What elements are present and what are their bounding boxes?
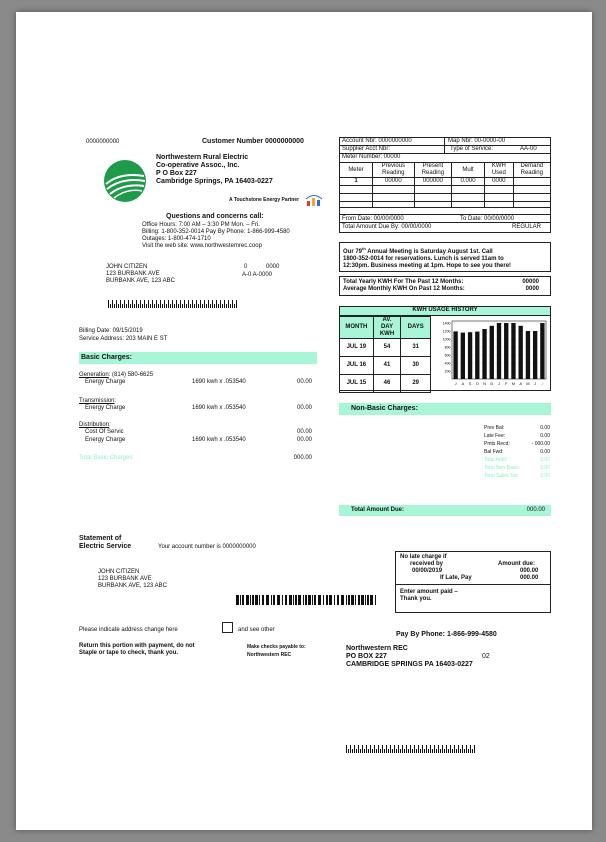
chart-bar — [540, 323, 544, 379]
chart-x-tick: M — [511, 381, 516, 386]
chart-y-tick: 200 — [444, 369, 451, 374]
remit-postal-barcode — [346, 745, 475, 753]
customer-address: JOHN CITIZEN 123 BURBANK AVE BURBANK AVE, 123 ABC — [106, 264, 175, 284]
chart-bar — [533, 331, 537, 379]
questions-lines: Office Hours: 7:00 AM – 3:30 PM Mon. – Fri. Billing: 1-800-352-0014 Pay By Phone: 1-866-999-4580 Outages: 1-800-474-1710 Visit the web site: www.northwestemrec.coop — [142, 222, 290, 249]
transmission-amount: 00.00 — [296, 405, 312, 411]
non-basic-item: Pmts Recd: - 000.00 — [484, 441, 550, 447]
no-late-date: 00/00/2019 — [412, 568, 443, 574]
stub-customer-address: JOHN CITIZEN 123 BURBANK AVE BURBANK AVE, 123 ABC — [98, 569, 167, 589]
chart-x-tick: O — [475, 381, 479, 386]
total-basic-amount: 000.00 — [293, 455, 312, 461]
distribution-amount: 00.00 — [296, 437, 312, 443]
chart-x-tick: F — [505, 381, 508, 386]
chart-bar — [461, 333, 465, 379]
annual-meeting-notice: Our 79th Annual Meeting is Saturday August 1st. Call 1800-352-0014 for reservations. Lunch is served 11am to 12:30pm. Business meeting at 1pm. Hope to see you there! — [339, 242, 551, 272]
account-sentence: Your account number is 0000000000 — [158, 544, 256, 550]
chart-y-tick: 800 — [444, 345, 451, 350]
non-basic-item: Total Addl: 0.00 — [484, 457, 550, 463]
chart-bar — [468, 332, 472, 379]
touchstone-icon — [305, 193, 323, 205]
non-basic-item: Late Fee: 0.00 — [484, 433, 550, 439]
regular-label: REGULAR — [512, 224, 542, 230]
kwh-history-row: JUL 19 54 31 — [340, 339, 431, 357]
chart-y-tick: 1400 — [442, 321, 451, 326]
meter-number: Meter Number: 00000 — [342, 154, 401, 160]
billing-date: Billing Date: 09/15/2019 — [79, 328, 143, 334]
map-nbr: Map Nbr: 00-0000-00 — [448, 138, 506, 144]
payment-barcode — [236, 595, 380, 605]
total-amount-due-value: 000.00 — [526, 507, 545, 513]
chart-bar — [482, 329, 486, 379]
chart-y-tick: 1200 — [442, 329, 451, 334]
chart-x-tick: J — [498, 381, 500, 386]
basic-charges-header: Basic Charges: — [79, 352, 317, 364]
customer-number: Customer Number 0000000000 — [202, 138, 304, 145]
remit-address: Northwestern REC PO BOX 227 02 CAMBRIDGE SPRINGS PA 16403-0227 — [346, 645, 490, 668]
chart-bar — [453, 331, 457, 379]
partner-text: A Touchstone Energy Partner — [229, 197, 300, 203]
payable-to: Make checks payable to: Northwestern REC — [247, 644, 306, 658]
total-basic-label: Total Basic Charges: — [79, 455, 135, 461]
non-basic-item: Prev Bal: 0.00 — [484, 425, 550, 431]
coop-logo — [102, 158, 148, 204]
chart-bar — [526, 331, 530, 379]
account-nbr: Account Nbr: 0000000000 — [342, 138, 412, 144]
distribution-rate: 1690 kwh x .053540 — [192, 437, 246, 443]
bill-sheet — [16, 12, 592, 830]
total-amount-due-bar: Total Amount Due: 000.00 — [339, 505, 551, 516]
late-charge-box: No late charge if received by 00/00/2019 Amount due: 000.00 If Late, Pay 000.00 Enter amount paid – Thank you. — [395, 551, 551, 613]
non-basic-header: Non-Basic Charges: — [339, 403, 551, 415]
non-basic-item: Total Sales Tax: 0.00 — [484, 473, 550, 479]
customer-code-2: 0000 — [266, 264, 280, 270]
generation-line: Generation: (814) 580-6625 — [79, 372, 154, 378]
supplier-acct-nbr: Supplier Acct Nbr: — [342, 146, 391, 152]
generation-energy-label: Energy Charge — [85, 379, 126, 385]
questions-title: Questions and concerns call: — [166, 213, 264, 220]
non-basic-list — [456, 425, 552, 481]
customer-code-3: A-0 A-0000 — [242, 272, 273, 278]
address-change-text: Please indicate address change here — [79, 627, 178, 633]
transmission-energy-label: Energy Charge — [85, 405, 126, 411]
chart-x-tick: N — [483, 381, 486, 386]
kwh-history-row: JUL 16 41 30 — [340, 357, 431, 375]
stub-amount-due: 000.00 — [520, 568, 539, 574]
chart-x-tick: M — [526, 381, 530, 386]
chart-x-tick: A — [461, 381, 465, 386]
chart-y-tick: 1000 — [442, 337, 451, 342]
chart-x-tick: D — [490, 381, 494, 386]
non-basic-item: Total Non-Basic: 0.00 — [484, 465, 550, 471]
type-of-service-label: Type of Service: — [450, 146, 494, 152]
company-address: Northwestern Rural Electric Co-operative Assoc., Inc. P O Box 227 Cambridge Springs, PA 16403-0227 — [156, 154, 273, 185]
chart-y-tick: 600 — [444, 353, 451, 358]
chart-bar — [504, 323, 508, 379]
chart-bar — [490, 326, 494, 379]
kwh-usage-history — [339, 306, 551, 391]
chart-x-tick: A — [519, 381, 523, 386]
address-change-text-b: and see other — [238, 627, 275, 633]
postal-barcode — [108, 300, 237, 308]
address-change-checkbox[interactable] — [222, 622, 233, 633]
statement-title: Statement of Electric Service — [79, 535, 132, 550]
chart-bar — [475, 332, 479, 379]
from-date: From Date: 00/00/0000 — [342, 216, 404, 222]
chart-bar — [519, 326, 523, 379]
chart-y-tick: 400 — [444, 361, 451, 366]
if-late-amount: 000.00 — [520, 575, 539, 581]
to-date: To Date: 00/00/0000 — [460, 216, 515, 222]
service-type: AA-00 — [520, 146, 537, 152]
total-amount-due-by: Total Amount Due By: 00/00/0000 — [342, 224, 432, 230]
pay-by-phone: Pay By Phone: 1-866-999-4580 — [396, 631, 497, 638]
non-basic-item: Bal Fwd: 0.00 — [484, 449, 550, 455]
transmission-rate: 1690 kwh x .053540 — [192, 405, 246, 411]
kwh-history-table: MONTH AV. DAY KWH DAYS JUL 19 54 31 JUL 16 41 30 JUL 15 46 29 — [339, 316, 431, 393]
customer-code-1: 0 — [244, 264, 248, 270]
kwh-history-row: JUL 15 46 29 — [340, 375, 431, 393]
return-instructions: Return this portion with payment, do not Staple or tape to check, thank you. — [79, 643, 195, 656]
account-code: 0000000000 — [86, 139, 120, 145]
transmission-line: Transmission: — [79, 398, 117, 404]
kwh-history-title: KWH USAGE HISTORY — [340, 307, 550, 316]
chart-bar — [497, 323, 501, 379]
cost-of-service-label: Cost Of Servic — [85, 429, 124, 435]
chart-x-tick: J — [454, 381, 457, 386]
generation-amount: 00.00 — [296, 379, 312, 385]
chart-x-tick: J — [541, 381, 544, 386]
service-address: Service Address: 203 MAIN E ST — [79, 336, 168, 342]
generation-rate: 1690 kwh x .053540 — [192, 379, 246, 385]
chart-x-tick: S — [468, 381, 472, 386]
distribution-energy-label: Energy Charge — [85, 437, 126, 443]
cost-of-service-amount: 00.00 — [296, 429, 312, 435]
chart-x-tick: J — [534, 381, 537, 386]
distribution-line: Distribution: — [79, 422, 111, 428]
usage-totals: Total Yearly KWH For The Past 12 Months: 00000 Average Monthly KWH On Past 12 Months: 0000 — [339, 276, 551, 296]
chart-bar — [511, 323, 515, 379]
meter-table: Meter Previous Reading Present Reading Mult KWH Used Demand Reading 1 00000 000000 0.000 0000 — [339, 162, 551, 208]
account-box — [339, 137, 551, 233]
kwh-bar-chart — [432, 317, 550, 391]
